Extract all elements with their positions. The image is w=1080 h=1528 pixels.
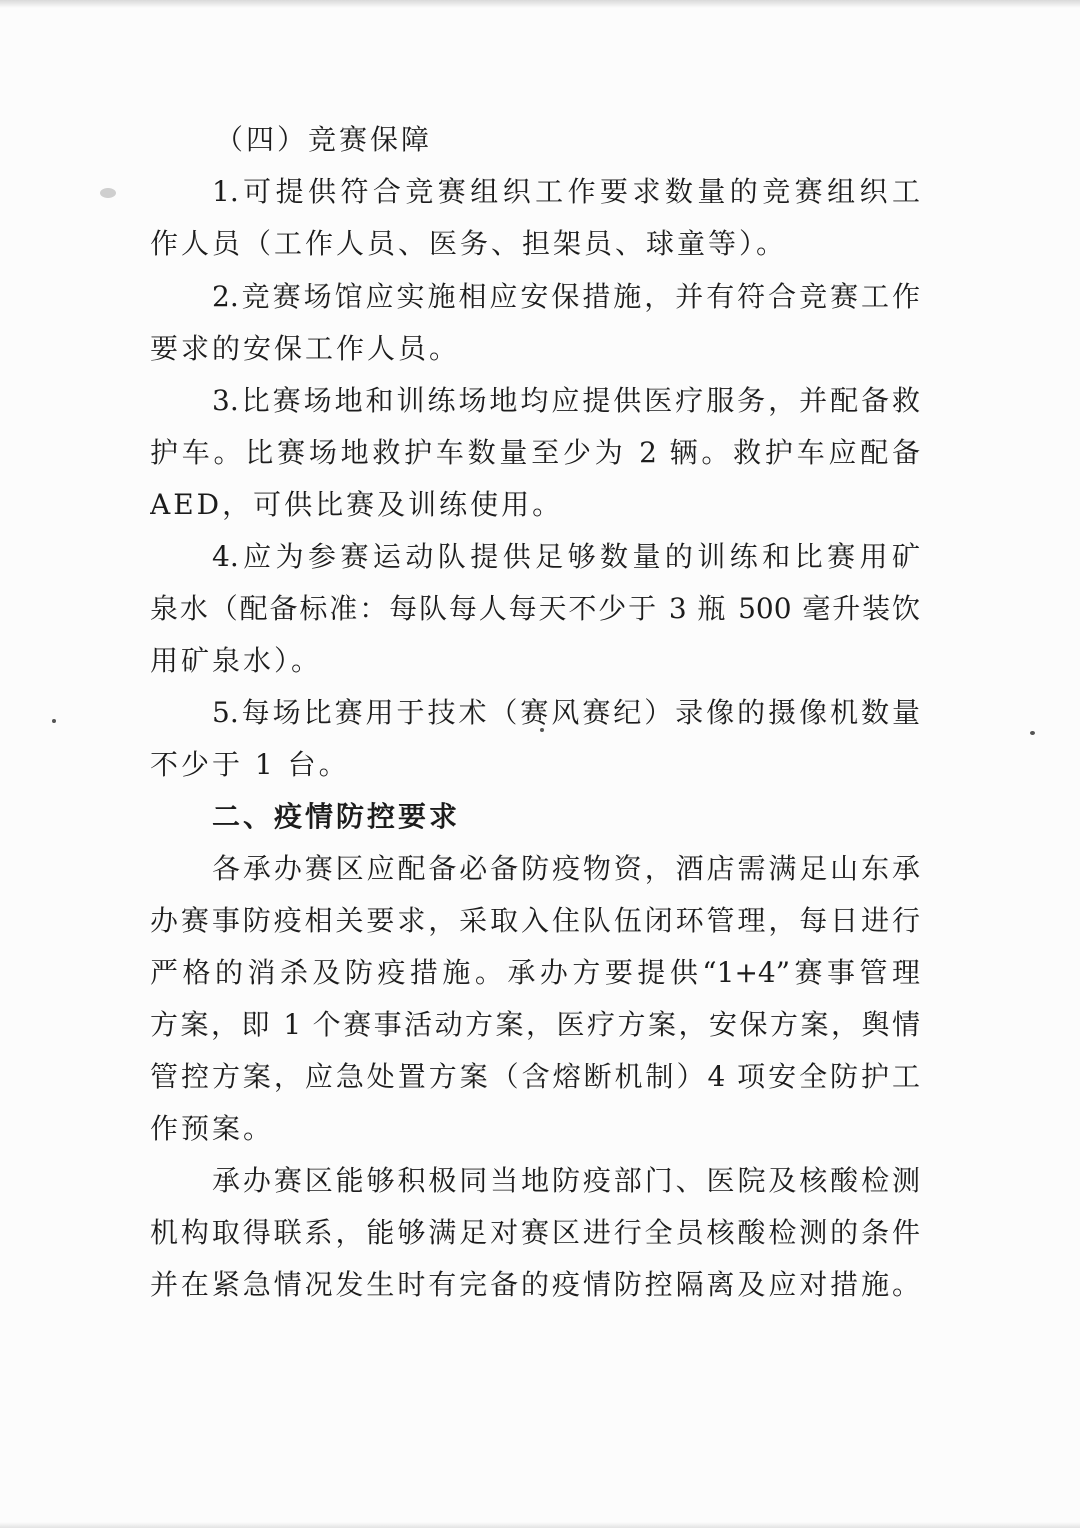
item-2-line-2: 要求的安保工作人员。 <box>150 332 461 365</box>
para-1-line-1: 各承办赛区应配备必备防疫物资，酒店需满足山东承 <box>212 852 920 885</box>
para-2-line-3: 并在紧急情况发生时有完备的疫情防控隔离及应对措施。 <box>150 1268 920 1301</box>
item-4-line-3: 用矿泉水）。 <box>150 644 323 677</box>
para-1-line-5: 管控方案，应急处置方案（含熔断机制）4 项安全防护工 <box>150 1060 920 1093</box>
item-3-line-1: 3.比赛场地和训练场地均应提供医疗服务，并配备救 <box>212 384 920 417</box>
item-1-line-1: 1.可提供符合竞赛组织工作要求数量的竞赛组织工 <box>212 175 920 208</box>
item-4-line-1: 4.应为参赛运动队提供足够数量的训练和比赛用矿 <box>212 540 920 573</box>
item-2-line-1: 2.竞赛场馆应实施相应安保措施，并有符合竞赛工作 <box>212 280 920 313</box>
item-3-line-3: AED，可供比赛及训练使用。 <box>150 488 564 521</box>
item-1-line-2: 作人员（工作人员、医务、担架员、球童等）。 <box>150 227 788 260</box>
item-5-line-1: 5.每场比赛用于技术（赛风赛纪）录像的摄像机数量 <box>212 696 920 729</box>
scan-speck <box>1030 731 1035 735</box>
para-1-line-6: 作预案。 <box>150 1112 275 1145</box>
scan-speck <box>100 188 116 198</box>
scan-edge-top <box>0 0 1080 8</box>
para-2-line-2: 机构取得联系，能够满足对赛区进行全员核酸检测的条件 <box>150 1216 920 1249</box>
para-1-line-4: 方案，即 1 个赛事活动方案，医疗方案，安保方案，舆情 <box>150 1008 920 1041</box>
section-two-heading: 二、疫情防控要求 <box>212 800 461 833</box>
item-5-line-2: 不少于 1 台。 <box>150 748 350 781</box>
scan-edge-bottom <box>0 1522 1080 1528</box>
item-4-line-2: 泉水（配备标准：每队每人每天不少于 3 瓶 500 毫升装饮 <box>150 592 920 625</box>
scan-speck <box>52 719 56 723</box>
item-3-line-2: 护车。比赛场地救护车数量至少为 2 辆。救护车应配备 <box>150 436 920 469</box>
para-1-line-3: 严格的消杀及防疫措施。承办方要提供“1+4”赛事管理 <box>150 956 920 989</box>
section-four-heading: （四）竞赛保障 <box>215 123 433 156</box>
para-2-line-1: 承办赛区能够积极同当地防疫部门、医院及核酸检测 <box>212 1164 920 1197</box>
para-1-line-2: 办赛事防疫相关要求，采取入住队伍闭环管理，每日进行 <box>150 904 920 937</box>
